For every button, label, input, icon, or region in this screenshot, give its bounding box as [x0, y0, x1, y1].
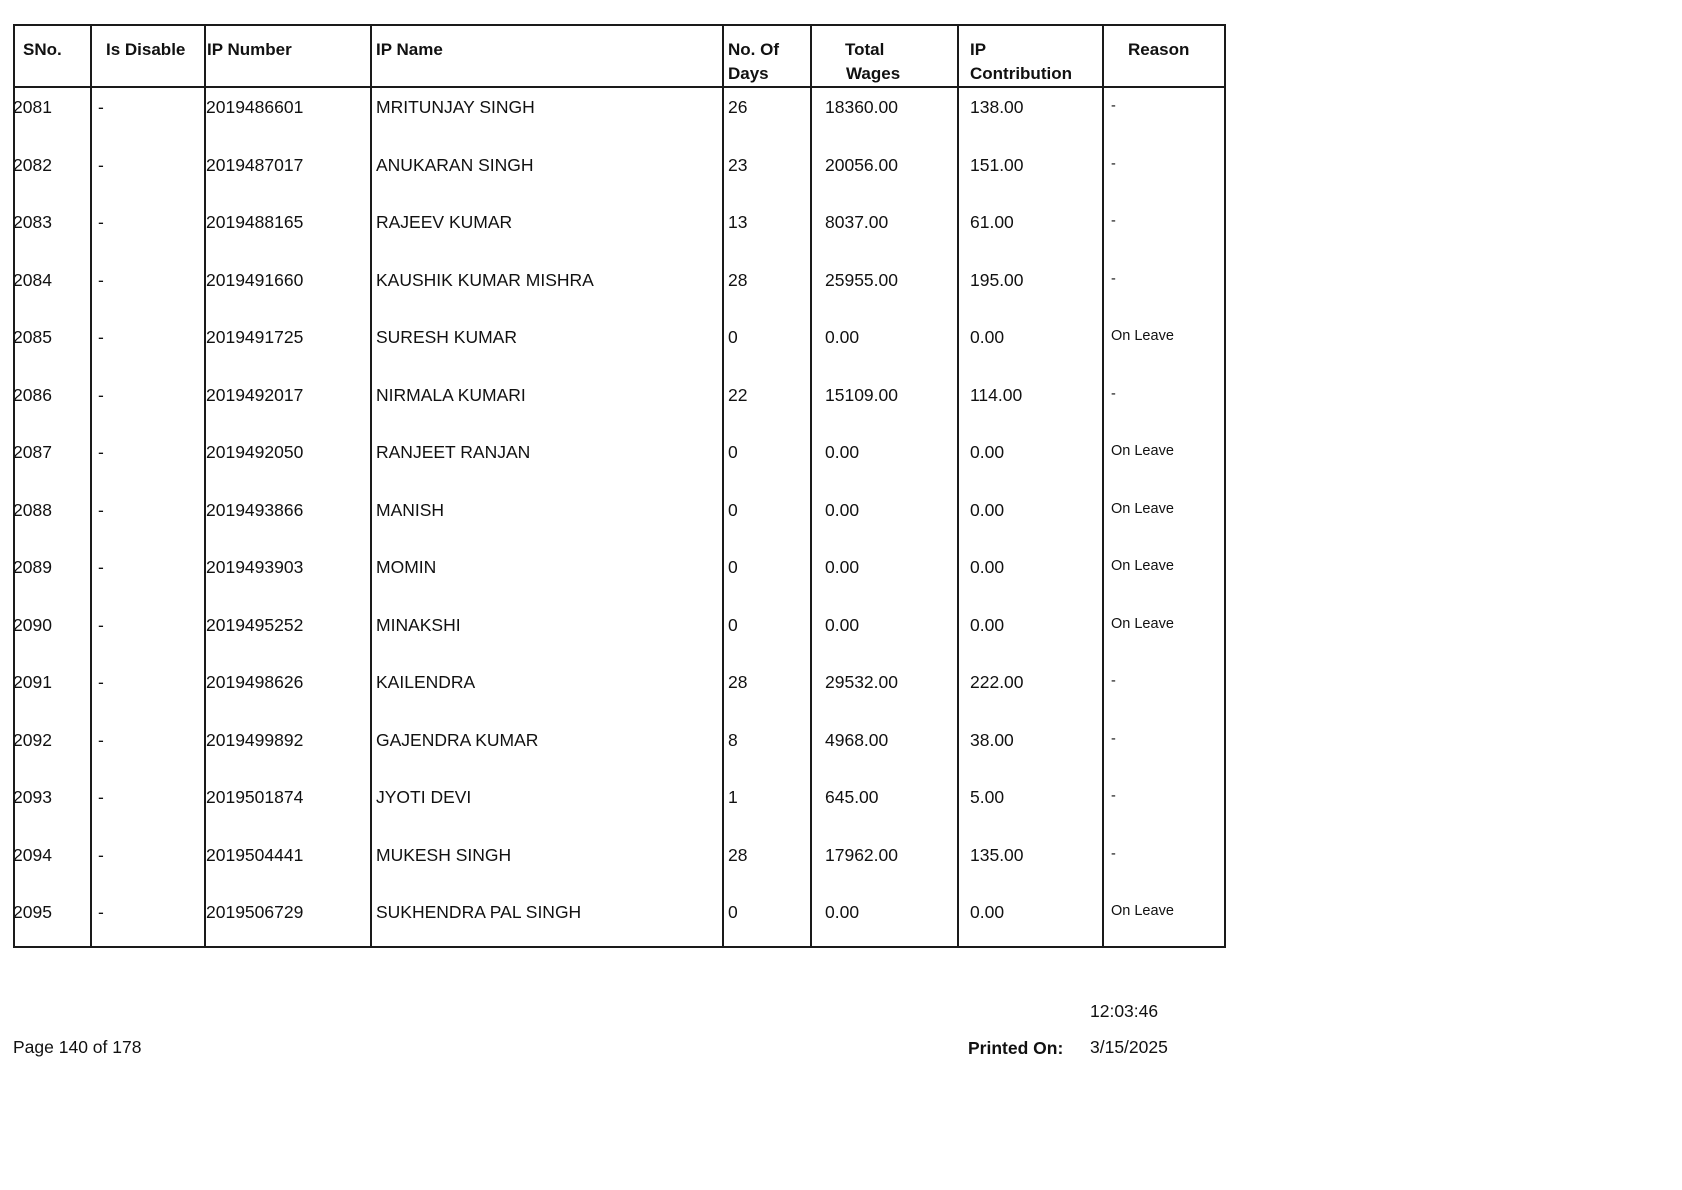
header-reason: Reason — [1128, 40, 1190, 59]
cell-total-wages: 8037.00 — [825, 212, 889, 232]
table-row — [15, 318, 1224, 376]
cell-sno: 2084 — [13, 269, 52, 290]
header-sno: SNo. — [23, 40, 62, 59]
cell-is-disable: - — [98, 154, 104, 175]
cell-total-wages: 15109.00 — [825, 384, 898, 405]
cell-total-wages: 17962.00 — [825, 844, 898, 865]
cell-ip-contribution: 0.00 — [970, 614, 1005, 635]
cell-no-of-days: 22 — [728, 384, 748, 405]
cell-no-of-days: 26 — [728, 97, 748, 117]
cell-sno: 2090 — [13, 614, 52, 635]
cell-ip-name: KAILENDRA — [376, 672, 476, 692]
cell-reason: - — [1111, 155, 1116, 172]
cell-total-wages: 18360.00 — [825, 97, 898, 117]
cell-reason: On Leave — [1111, 903, 1174, 919]
cell-sno: 2083 — [13, 212, 52, 232]
cell-is-disable: - — [98, 902, 104, 922]
cell-no-of-days: 0 — [728, 442, 738, 462]
cell-ip-number: 2019493866 — [206, 499, 304, 520]
cell-no-of-days: 28 — [728, 269, 748, 290]
printed-on-label: Printed On: — [968, 1038, 1064, 1058]
cell-ip-name: MUKESH SINGH — [376, 844, 512, 865]
cell-ip-name: MOMIN — [376, 557, 437, 577]
header-no-of-days — [728, 38, 779, 86]
cell-reason: On Leave — [1111, 443, 1174, 459]
header-no-of-days-line2: Days — [728, 64, 769, 83]
cell-reason: - — [1111, 788, 1116, 804]
cell-is-disable: - — [98, 384, 104, 405]
table-row — [15, 548, 1224, 606]
cell-no-of-days: 0 — [728, 614, 738, 635]
cell-ip-contribution: 138.00 — [970, 97, 1024, 117]
cell-ip-name: ANUKARAN SINGH — [376, 154, 534, 175]
cell-total-wages: 0.00 — [825, 902, 860, 922]
cell-reason: - — [1111, 270, 1116, 287]
table-row — [15, 491, 1224, 549]
cell-ip-contribution: 5.00 — [970, 787, 1005, 807]
print-date: 3/15/2025 — [1090, 1037, 1168, 1057]
cell-reason: - — [1111, 673, 1116, 689]
table-row — [15, 146, 1224, 204]
cell-total-wages: 645.00 — [825, 787, 879, 807]
cell-no-of-days: 0 — [728, 327, 738, 347]
cell-sno: 2089 — [13, 557, 52, 577]
cell-ip-contribution: 0.00 — [970, 327, 1005, 347]
cell-ip-contribution: 114.00 — [970, 384, 1023, 405]
page-number: Page 140 of 178 — [13, 1037, 142, 1057]
cell-ip-number: 2019493903 — [206, 557, 304, 577]
cell-ip-contribution: 195.00 — [970, 269, 1024, 290]
cell-is-disable: - — [98, 787, 104, 807]
cell-ip-name: MRITUNJAY SINGH — [376, 97, 535, 117]
cell-ip-contribution: 38.00 — [970, 729, 1014, 750]
cell-ip-contribution: 0.00 — [970, 557, 1005, 577]
cell-ip-number: 2019504441 — [206, 844, 304, 865]
cell-ip-number: 2019498626 — [206, 672, 304, 692]
cell-no-of-days: 23 — [728, 154, 748, 175]
cell-ip-number: 2019492050 — [206, 442, 304, 462]
cell-reason: On Leave — [1111, 500, 1174, 517]
cell-ip-name: NIRMALA KUMARI — [376, 384, 526, 405]
cell-ip-name: GAJENDRA KUMAR — [376, 729, 539, 750]
cell-ip-number: 2019506729 — [206, 902, 304, 922]
cell-ip-contribution: 151.00 — [970, 154, 1024, 175]
cell-reason: - — [1111, 730, 1116, 747]
cell-reason: - — [1111, 385, 1116, 402]
table-row — [15, 261, 1224, 319]
cell-no-of-days: 13 — [728, 212, 748, 232]
cell-no-of-days: 28 — [728, 672, 748, 692]
cell-no-of-days: 0 — [728, 557, 738, 577]
cell-total-wages: 4968.00 — [825, 729, 889, 750]
cell-ip-name: RAJEEV KUMAR — [376, 212, 513, 232]
header-ip-contribution-line1: IP — [970, 40, 987, 59]
cell-reason: On Leave — [1111, 615, 1174, 632]
cell-is-disable: - — [98, 844, 104, 865]
cell-ip-contribution: 0.00 — [970, 442, 1005, 462]
cell-sno: 2095 — [13, 902, 52, 922]
cell-sno: 2088 — [13, 499, 52, 520]
cell-no-of-days: 1 — [728, 787, 738, 807]
cell-reason: On Leave — [1111, 558, 1174, 574]
cell-is-disable: - — [98, 269, 104, 290]
cell-total-wages: 0.00 — [825, 557, 860, 577]
header-total-wages-line2: Wages — [846, 64, 901, 83]
print-time: 12:03:46 — [1090, 1001, 1159, 1021]
cell-ip-number: 2019487017 — [206, 154, 304, 175]
cell-ip-number: 2019492017 — [206, 384, 304, 405]
cell-reason: - — [1111, 98, 1116, 114]
table-row — [15, 376, 1224, 434]
contribution-table — [13, 24, 1226, 948]
cell-total-wages: 25955.00 — [825, 269, 898, 290]
header-ip-name: IP Name — [376, 40, 443, 59]
cell-sno: 2094 — [13, 844, 52, 865]
cell-is-disable: - — [98, 212, 104, 232]
header-no-of-days-line1: No. Of — [728, 40, 779, 59]
cell-sno: 2085 — [13, 327, 52, 347]
cell-is-disable: - — [98, 97, 104, 117]
cell-ip-name: MINAKSHI — [376, 614, 461, 635]
cell-ip-name: JYOTI DEVI — [376, 787, 472, 807]
cell-total-wages: 0.00 — [825, 499, 860, 520]
header-ip-contribution — [970, 38, 1072, 86]
header-is-disable: Is Disable — [106, 40, 186, 59]
table-row — [15, 893, 1224, 951]
cell-ip-number: 2019499892 — [206, 729, 304, 750]
cell-total-wages: 0.00 — [825, 442, 860, 462]
cell-sno: 2081 — [13, 97, 52, 117]
cell-is-disable: - — [98, 614, 104, 635]
header-total-wages — [845, 38, 900, 86]
cell-is-disable: - — [98, 327, 104, 347]
cell-ip-number: 2019488165 — [206, 212, 304, 232]
cell-ip-contribution: 135.00 — [970, 844, 1024, 865]
cell-ip-number: 2019491725 — [206, 327, 304, 347]
cell-no-of-days: 0 — [728, 902, 738, 922]
cell-ip-number: 2019486601 — [206, 97, 304, 117]
cell-ip-name: SURESH KUMAR — [376, 327, 517, 347]
cell-sno: 2092 — [13, 729, 52, 750]
cell-ip-contribution: 0.00 — [970, 499, 1005, 520]
cell-total-wages: 20056.00 — [825, 154, 898, 175]
table-row — [15, 836, 1224, 894]
table-row — [15, 663, 1224, 721]
cell-is-disable: - — [98, 557, 104, 577]
cell-ip-contribution: 222.00 — [970, 672, 1024, 692]
header-ip-number: IP Number — [207, 40, 292, 59]
header-total-wages-line1: Total — [845, 40, 885, 59]
cell-total-wages: 0.00 — [825, 614, 860, 635]
cell-is-disable: - — [98, 729, 104, 750]
cell-sno: 2082 — [13, 154, 52, 175]
table-row — [15, 203, 1224, 261]
cell-ip-name: MANISH — [376, 499, 445, 520]
cell-no-of-days: 28 — [728, 844, 748, 865]
table-row — [15, 433, 1224, 491]
table-row — [15, 721, 1224, 779]
cell-ip-name: KAUSHIK KUMAR MISHRA — [376, 269, 594, 290]
header-ip-contribution-line2: Contribution — [970, 64, 1072, 83]
cell-ip-number: 2019491660 — [206, 269, 304, 290]
cell-is-disable: - — [98, 442, 104, 462]
cell-sno: 2091 — [13, 672, 52, 692]
cell-total-wages: 0.00 — [825, 327, 860, 347]
cell-is-disable: - — [98, 499, 104, 520]
table-row — [15, 606, 1224, 664]
cell-ip-number: 2019495252 — [206, 614, 304, 635]
cell-no-of-days: 8 — [728, 729, 738, 750]
cell-ip-contribution: 61.00 — [970, 212, 1014, 232]
table-row — [15, 88, 1224, 146]
cell-ip-name: RANJEET RANJAN — [376, 442, 531, 462]
cell-sno: 2087 — [13, 442, 52, 462]
cell-total-wages: 29532.00 — [825, 672, 898, 692]
cell-ip-contribution: 0.00 — [970, 902, 1005, 922]
cell-ip-number: 2019501874 — [206, 787, 304, 807]
cell-is-disable: - — [98, 672, 104, 692]
cell-no-of-days: 0 — [728, 499, 738, 520]
cell-sno: 2086 — [13, 384, 52, 405]
cell-reason: - — [1111, 213, 1116, 229]
cell-reason: On Leave — [1111, 328, 1174, 344]
cell-ip-name: SUKHENDRA PAL SINGH — [376, 902, 582, 922]
cell-sno: 2093 — [13, 787, 52, 807]
cell-reason: - — [1111, 845, 1116, 862]
table-row — [15, 778, 1224, 836]
